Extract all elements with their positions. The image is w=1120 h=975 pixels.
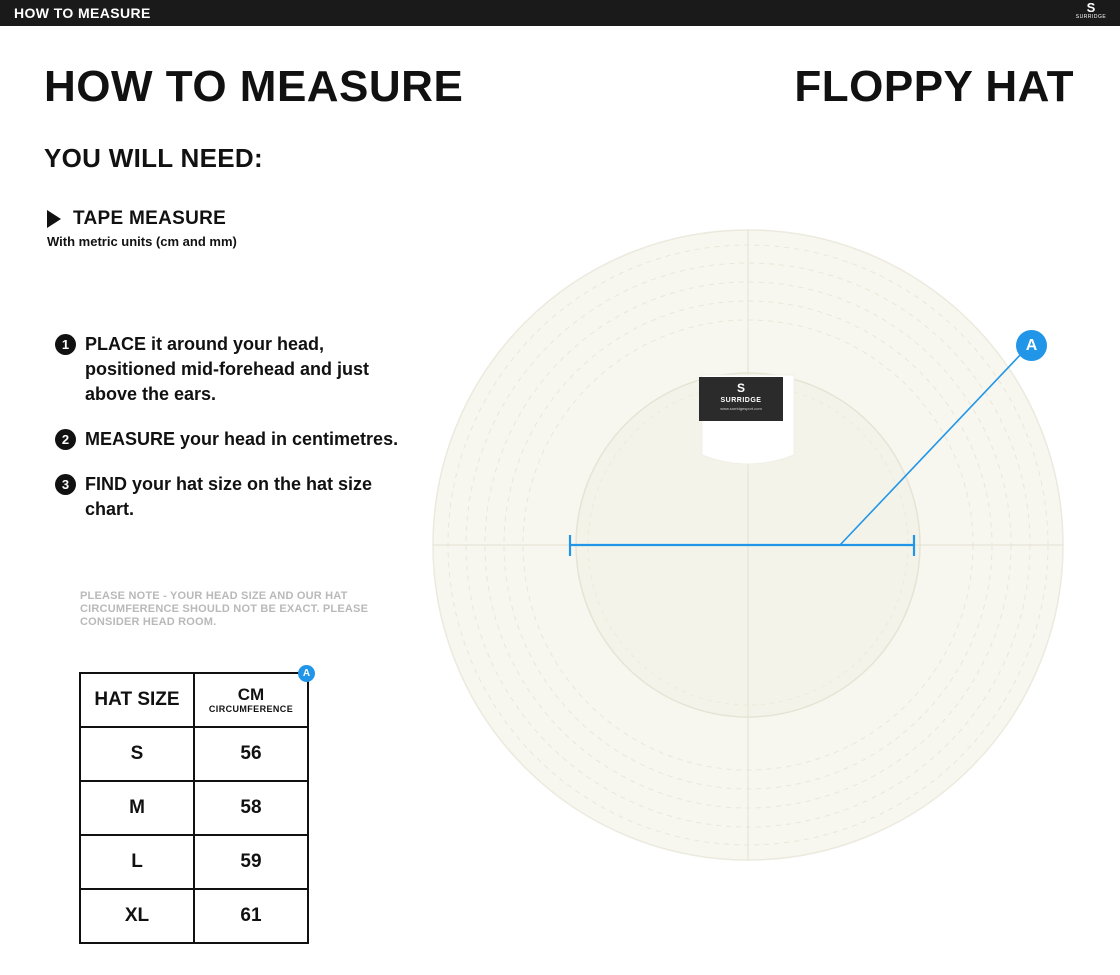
cell-hat-size: M bbox=[80, 781, 194, 835]
cell-hat-size: XL bbox=[80, 889, 194, 943]
column-header-hat-size: HAT SIZE bbox=[80, 673, 194, 727]
floppy-hat-illustration bbox=[430, 215, 1090, 895]
cell-cm: 58 bbox=[194, 781, 308, 835]
step-number: 1 bbox=[55, 334, 76, 355]
list-item bbox=[55, 332, 415, 407]
cell-cm: 59 bbox=[194, 835, 308, 889]
top-bar-title: HOW TO MEASURE bbox=[14, 5, 151, 21]
you-will-need-heading: YOU WILL NEED: bbox=[44, 143, 263, 173]
column-header-cm-label: CM bbox=[237, 684, 265, 704]
cell-hat-size: L bbox=[80, 835, 194, 889]
cell-cm: 56 bbox=[194, 727, 308, 781]
page-title: HOW TO MEASURE bbox=[44, 62, 464, 111]
table-header-row bbox=[80, 673, 308, 727]
hat-brand-label bbox=[699, 377, 783, 421]
please-note-text: PLEASE NOTE - YOUR HEAD SIZE AND OUR HAT CIRCUMFERENCE SHOULD NOT BE EXACT. PLEASE CONSIDER HEAD ROOM. bbox=[80, 590, 369, 628]
brand-logo-word: SURRIDGE bbox=[1075, 14, 1107, 20]
callout-marker-a: A bbox=[1016, 330, 1047, 361]
hat-diagram-svg bbox=[430, 215, 1090, 895]
list-item bbox=[55, 427, 415, 452]
steps-list bbox=[55, 332, 415, 542]
tape-measure-subtext: With metric units (cm and mm) bbox=[47, 234, 237, 249]
hat-brand-mark: S bbox=[736, 381, 745, 395]
tape-measure-label: TAPE MEASURE bbox=[73, 208, 227, 229]
hat-brand-url: www.surridgesport.com bbox=[720, 406, 762, 411]
callout-badge-a: A bbox=[298, 665, 315, 682]
cell-cm: 61 bbox=[194, 889, 308, 943]
brand-logo bbox=[1074, 2, 1108, 24]
tape-measure-item bbox=[47, 208, 226, 230]
triangle-bullet-icon bbox=[47, 210, 61, 228]
column-header-cm bbox=[194, 668, 311, 727]
hat-brand-word: SURRIDGE bbox=[720, 397, 762, 404]
top-bar bbox=[0, 0, 1120, 26]
table-row bbox=[80, 835, 308, 889]
list-item bbox=[55, 472, 415, 522]
step-text: FIND your hat size on the hat size chart. bbox=[85, 474, 373, 519]
brand-logo-mark: S bbox=[1086, 0, 1096, 15]
step-number: 3 bbox=[55, 474, 76, 495]
cell-hat-size: S bbox=[80, 727, 194, 781]
product-name: FLOPPY HAT bbox=[794, 62, 1074, 111]
step-number: 2 bbox=[55, 429, 76, 450]
table-row bbox=[80, 889, 308, 943]
hat-size-table bbox=[79, 668, 311, 944]
step-text: PLACE it around your head, positioned mid-forehead and just above the ears. bbox=[85, 334, 370, 404]
table-row bbox=[80, 727, 308, 781]
step-text: MEASURE your head in centimetres. bbox=[85, 429, 399, 449]
table-row bbox=[80, 781, 308, 835]
column-header-circumference-label: CIRCUMFERENCE bbox=[208, 703, 294, 714]
